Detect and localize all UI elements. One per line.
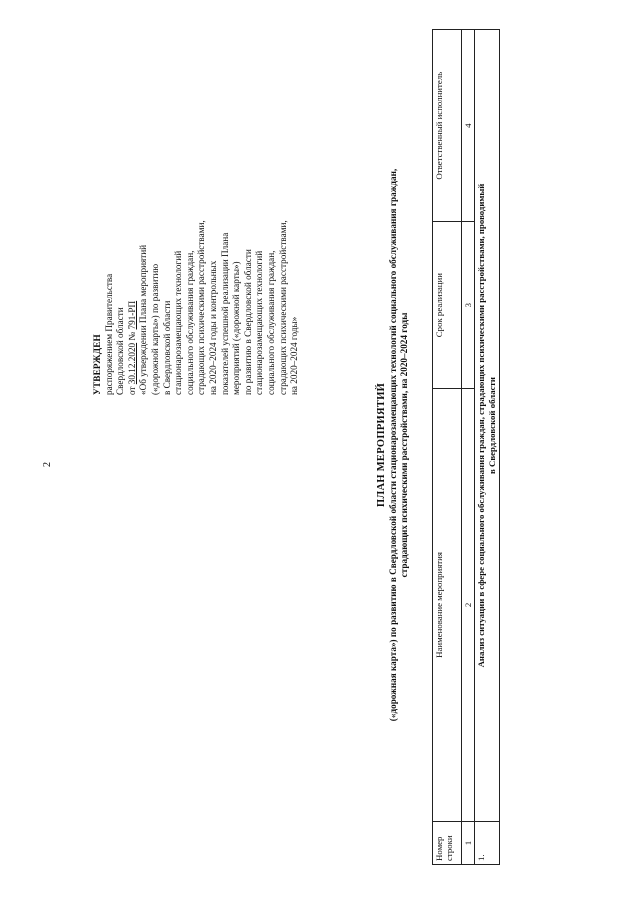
approval-line: в Свердловской области	[161, 300, 172, 395]
plan-heading	[376, 45, 411, 845]
approval-line: «Об утверждении Плана мероприятий	[138, 244, 149, 395]
approval-date-line	[127, 155, 139, 395]
header-deadline: Срок реализации	[433, 222, 462, 388]
plan-title: ПЛАН МЕРОПРИЯТИЙ	[376, 382, 387, 508]
approval-line: на 2020–2024 годы»	[289, 316, 300, 395]
approval-line: Свердловской области	[115, 307, 126, 395]
index-cell: 4	[462, 30, 475, 222]
approval-line: страдающих психическими расстройствами,	[196, 220, 207, 395]
approval-date-prefix: от	[126, 386, 137, 395]
header-activity-name: Наименование мероприятия	[433, 388, 462, 821]
index-cell: 1	[462, 822, 475, 865]
approval-number: 791-РП	[126, 300, 137, 330]
table-index-row	[462, 30, 475, 865]
approval-number-prefix: №	[126, 331, 137, 341]
page-number: 2	[42, 462, 53, 467]
approval-line: страдающих психическими расстройствами,	[277, 220, 288, 395]
plan-subtitle-line: страдающих психическими расстройствами, на 2020–2024 годы	[399, 312, 410, 578]
approval-block	[92, 155, 301, 395]
section-title-line: в Свердловской области	[487, 377, 497, 474]
table-header-row	[433, 30, 462, 865]
section-number: 1.	[475, 822, 500, 865]
approval-line: мероприятий («дорожной карты»)	[231, 261, 242, 395]
section-title	[475, 30, 500, 822]
approval-line: («дорожной карты») по развитию	[149, 263, 160, 395]
approval-line: по развитию в Свердловской области	[242, 249, 253, 395]
index-cell: 3	[462, 222, 475, 388]
approval-line: стационарозамещающих технологий	[254, 250, 265, 395]
plan-table	[432, 29, 500, 865]
section-title-line: Анализ ситуации в сфере социального обслуживания граждан, страдающих психическими расстройствами, проводимый	[476, 183, 486, 668]
approval-line: социального обслуживания граждан,	[265, 250, 276, 395]
header-row-number: Номер строки	[433, 822, 462, 865]
plan-subtitle-line: («дорожная карта») по развитию в Свердловской области стационарозамещающих технологий социального обслуживания граждан,	[387, 168, 398, 722]
header-responsible: Ответственный исполнитель	[433, 30, 462, 222]
approval-line: показателей успешной реализации Плана	[219, 232, 230, 395]
approval-line: социального обслуживания граждан,	[184, 250, 195, 395]
index-cell: 2	[462, 388, 475, 821]
approval-line: распоряжением Правительства	[103, 273, 114, 395]
approval-line: на 2020–2024 годы и контрольных	[207, 260, 218, 395]
approval-line: стационарозамещающих технологий	[173, 250, 184, 395]
table-section-row	[475, 30, 500, 865]
approval-title: УТВЕРЖДЕН	[92, 334, 102, 395]
approval-date: 30.12.2020	[126, 342, 137, 385]
